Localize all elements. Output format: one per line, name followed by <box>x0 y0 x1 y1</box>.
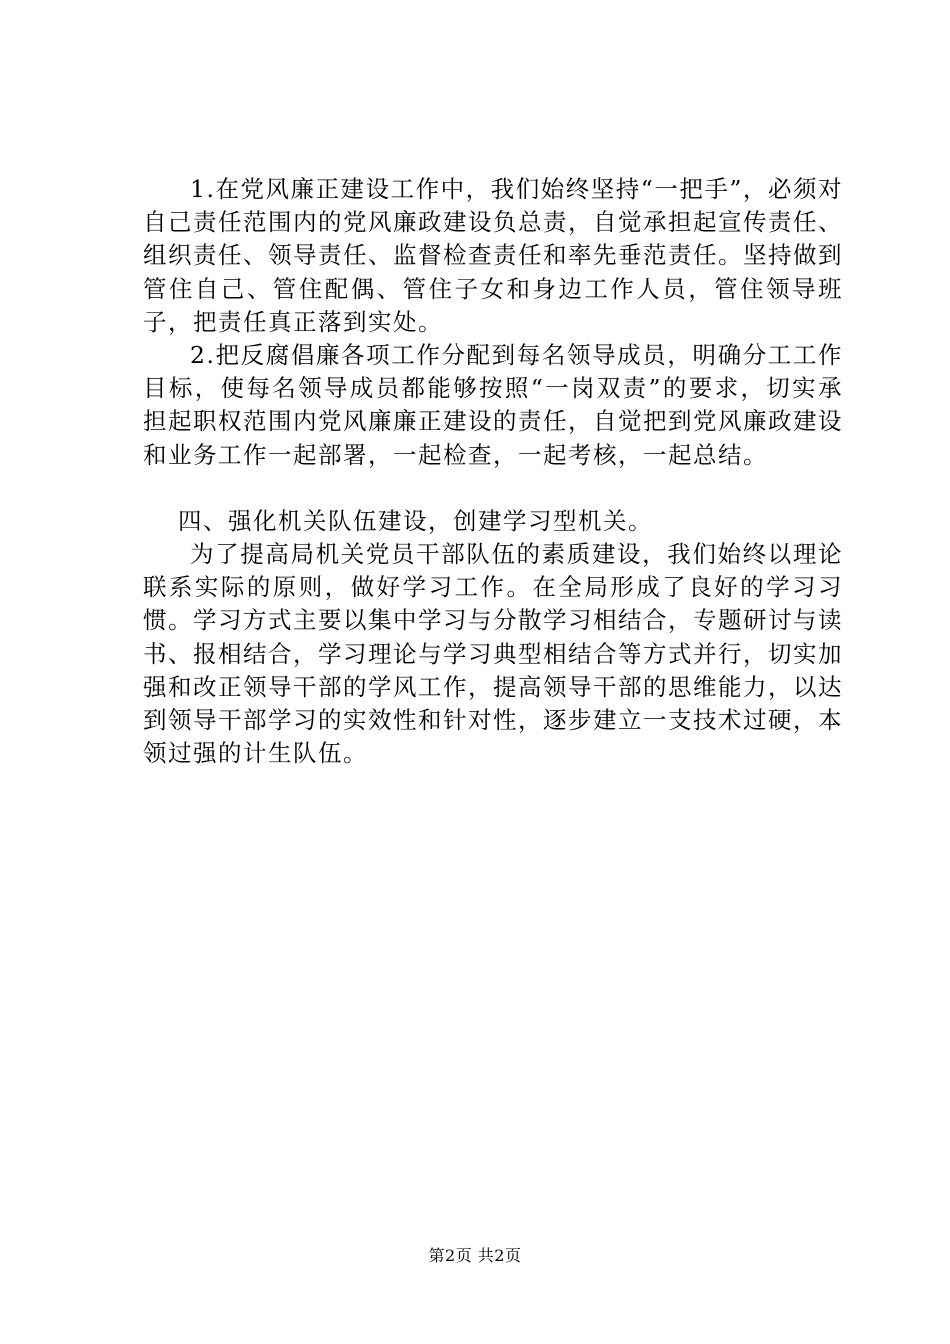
section-heading: 四、强化机关队伍建设，创建学习型机关。 <box>178 506 653 535</box>
page-footer: 第2页 共2页 <box>428 1246 522 1265</box>
document-body <box>143 173 843 770</box>
paragraph-study: 为了提高局机关党员干部队伍的素质建设，我们始终以理论联系实际的原则，做好学习工作。在全局形成了良好的学习习惯。学习方式主要以集中学习与分散学习相结合，专题研讨与读书、报相结合，学习理论与学习典型相结合等方式并行，切实加强和改正领导干部的学风工作，提高领导干部的思维能力，以达到领导干部学习的实效性和针对性，逐步建立一支技术过硬，本领过强的计生队伍。 <box>143 540 843 768</box>
paragraph-item-2: 2.把反腐倡廉各项工作分配到每名领导成员，明确分工工作目标，使每名领导成员都能够按照“一岗双责”的要求，切实承担起职权范围内党风廉廉正建设的责任，自觉把到党风廉政建设和业务工作一起部署，一起检查，一起考核，一起总结。 <box>143 341 843 469</box>
paragraph-item-1: 1.在党风廉正建设工作中，我们始终坚持“一把手”，必须对自己责任范围内的党风廉政建设负总责，自觉承担起宣传责任、组织责任、领导责任、监督检查责任和率先垂范责任。坚持做到管住自己、管住配偶、管住子女和身边工作人员，管住领导班子，把责任真正落到实处。 <box>143 175 843 336</box>
